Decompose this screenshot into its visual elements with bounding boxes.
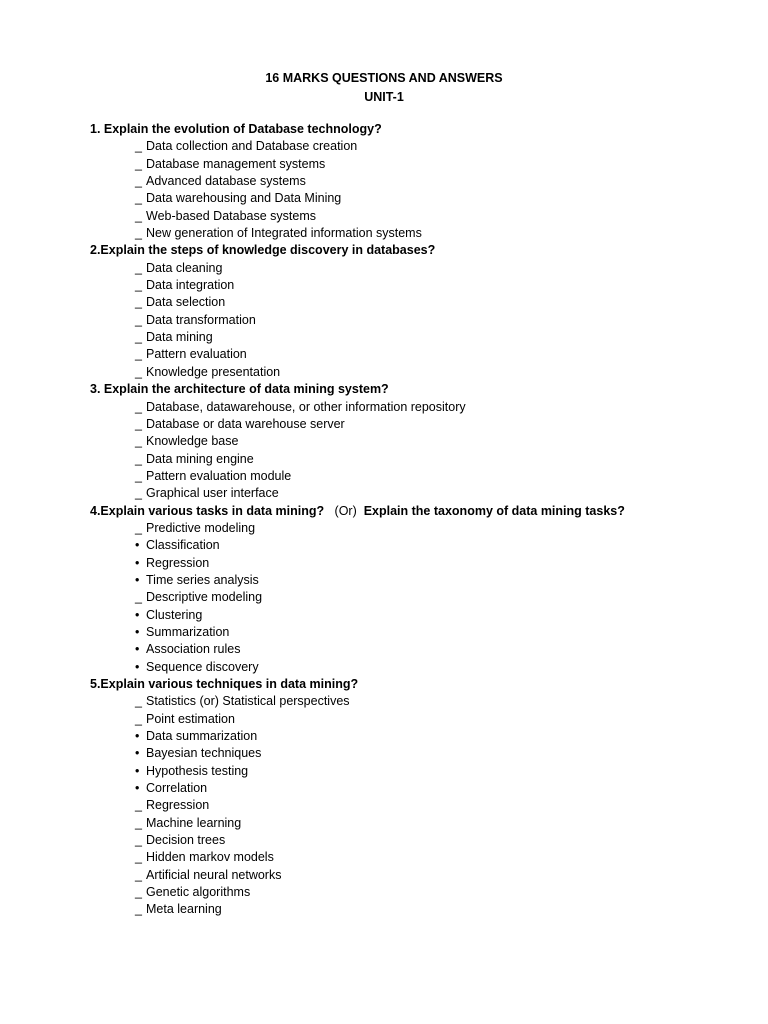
list-item-text: Classification [146, 538, 220, 553]
list-item [90, 294, 730, 311]
list-item [90, 745, 730, 762]
list-item-text: Database management systems [146, 156, 326, 171]
underscore-marker: _ [135, 312, 142, 327]
list-item-text: Hidden markov models [146, 850, 274, 865]
underscore-marker: _ [135, 347, 142, 362]
underscore-marker: _ [135, 226, 142, 241]
list-item [90, 260, 730, 277]
bullet-icon: • [135, 781, 140, 796]
list-item-text: Machine learning [146, 815, 242, 830]
list-item-text: Meta learning [146, 902, 222, 917]
question-heading [90, 121, 730, 138]
list-item [90, 208, 730, 225]
list-item-text: Pattern evaluation module [146, 468, 292, 483]
list-item [90, 433, 730, 450]
list-item-text: Data transformation [146, 312, 256, 327]
list-item [90, 468, 730, 485]
list-item-text: Hypothesis testing [146, 763, 249, 778]
list-item [90, 624, 730, 641]
document-title: 16 MARKS QUESTIONS AND ANSWERS [265, 71, 503, 85]
list-item-text: Web-based Database systems [146, 208, 316, 223]
list-item-text: Genetic algorithms [146, 885, 251, 900]
list-item [90, 832, 730, 849]
list-item [90, 815, 730, 832]
underscore-marker: _ [135, 520, 142, 535]
list-item-text: Data summarization [146, 729, 258, 744]
list-item-text: Regression [146, 555, 210, 570]
list-item-text: Knowledge presentation [146, 364, 281, 379]
list-item [90, 641, 730, 658]
list-item-text: Sequence discovery [146, 659, 259, 674]
list-item [90, 312, 730, 329]
list-item [90, 659, 730, 676]
underscore-marker: _ [135, 486, 142, 501]
underscore-marker: _ [135, 156, 142, 171]
list-item-text: Data mining [146, 330, 213, 345]
underscore-marker: _ [135, 833, 142, 848]
list-item [90, 849, 730, 866]
underscore-marker: _ [135, 885, 142, 900]
title-block [0, 69, 768, 107]
list-item-text: Regression [146, 798, 210, 813]
list-item-text: Graphical user interface [146, 486, 279, 501]
underscore-marker: _ [135, 295, 142, 310]
underscore-marker: _ [135, 902, 142, 917]
list-item-text: Clustering [146, 607, 203, 622]
bullet-icon: • [135, 555, 140, 570]
list-item-text: Descriptive modeling [146, 590, 263, 605]
list-item-text: Database, datawarehouse, or other information repository [146, 399, 466, 414]
question-text: 5.Explain various techniques in data mining? [90, 677, 359, 691]
question-or-text: (Or) [334, 503, 357, 518]
bullet-icon: • [135, 624, 140, 639]
list-item-text: Data integration [146, 278, 235, 293]
list-item [90, 451, 730, 468]
underscore-marker: _ [135, 798, 142, 813]
list-item [90, 572, 730, 589]
underscore-marker: _ [135, 850, 142, 865]
underscore-marker: _ [135, 260, 142, 275]
list-item [90, 763, 730, 780]
question-heading [90, 242, 730, 259]
list-item-text: New generation of Integrated information systems [146, 226, 422, 241]
list-item [90, 416, 730, 433]
list-item-text: Summarization [146, 624, 230, 639]
list-item [90, 884, 730, 901]
list-item [90, 728, 730, 745]
bullet-icon: • [135, 607, 140, 622]
list-item [90, 190, 730, 207]
underscore-marker: _ [135, 867, 142, 882]
list-item [90, 277, 730, 294]
bullet-icon: • [135, 746, 140, 761]
list-item-text: Bayesian techniques [146, 746, 262, 761]
list-item-text: Data selection [146, 295, 226, 310]
question-text: 1. Explain the evolution of Database technology? [90, 122, 382, 136]
question-heading [90, 503, 730, 520]
underscore-marker: _ [135, 815, 142, 830]
question-heading [90, 381, 730, 398]
underscore-marker: _ [135, 364, 142, 379]
list-item-text: Database or data warehouse server [146, 416, 345, 431]
question-heading [90, 676, 730, 693]
list-item-text: Data warehousing and Data Mining [146, 191, 342, 206]
list-item [90, 346, 730, 363]
list-item [90, 555, 730, 572]
list-item-text: Statistics (or) Statistical perspectives [146, 694, 350, 709]
list-item-text: Artificial neural networks [146, 867, 282, 882]
underscore-marker: _ [135, 330, 142, 345]
underscore-marker: _ [135, 590, 142, 605]
list-item-text: Data mining engine [146, 451, 254, 466]
list-item-text: Knowledge base [146, 434, 239, 449]
underscore-marker: _ [135, 174, 142, 189]
list-item-text: Correlation [146, 781, 208, 796]
list-item-text: Data cleaning [146, 260, 223, 275]
list-item [90, 711, 730, 728]
bullet-icon: • [135, 572, 140, 587]
list-item [90, 867, 730, 884]
list-item [90, 364, 730, 381]
list-item [90, 520, 730, 537]
underscore-marker: _ [135, 468, 142, 483]
list-item-text: Predictive modeling [146, 520, 256, 535]
list-item-text: Time series analysis [146, 572, 259, 587]
list-item-text: Data collection and Database creation [146, 139, 358, 154]
list-item [90, 173, 730, 190]
underscore-marker: _ [135, 191, 142, 206]
list-item [90, 399, 730, 416]
question-alt-text: Explain the taxonomy of data mining tasks? [363, 503, 625, 518]
underscore-marker: _ [135, 139, 142, 154]
question-text: 4.Explain various tasks in data mining? [90, 503, 325, 518]
list-item [90, 797, 730, 814]
list-item [90, 537, 730, 554]
unit-heading: UNIT-1 [364, 90, 404, 104]
list-item-text: Point estimation [146, 711, 235, 726]
bullet-icon: • [135, 642, 140, 657]
underscore-marker: _ [135, 451, 142, 466]
list-item [90, 225, 730, 242]
list-item [90, 329, 730, 346]
list-item [90, 156, 730, 173]
list-item [90, 693, 730, 710]
list-item [90, 138, 730, 155]
underscore-marker: _ [135, 711, 142, 726]
bullet-icon: • [135, 659, 140, 674]
list-item-text: Advanced database systems [146, 174, 306, 189]
underscore-marker: _ [135, 399, 142, 414]
list-item [90, 589, 730, 606]
underscore-marker: _ [135, 694, 142, 709]
bullet-icon: • [135, 729, 140, 744]
list-item-text: Decision trees [146, 833, 226, 848]
bullet-icon: • [135, 538, 140, 553]
underscore-marker: _ [135, 434, 142, 449]
list-item [90, 607, 730, 624]
underscore-marker: _ [135, 208, 142, 223]
question-text: 3. Explain the architecture of data mining system? [90, 382, 389, 397]
underscore-marker: _ [135, 278, 142, 293]
list-item [90, 901, 730, 918]
list-item-text: Pattern evaluation [146, 347, 247, 362]
question-list [90, 121, 730, 919]
underscore-marker: _ [135, 416, 142, 431]
bullet-icon: • [135, 763, 140, 778]
question-text: 2.Explain the steps of knowledge discovery in databases? [90, 243, 436, 258]
list-item [90, 485, 730, 502]
list-item [90, 780, 730, 797]
list-item-text: Association rules [146, 642, 241, 657]
